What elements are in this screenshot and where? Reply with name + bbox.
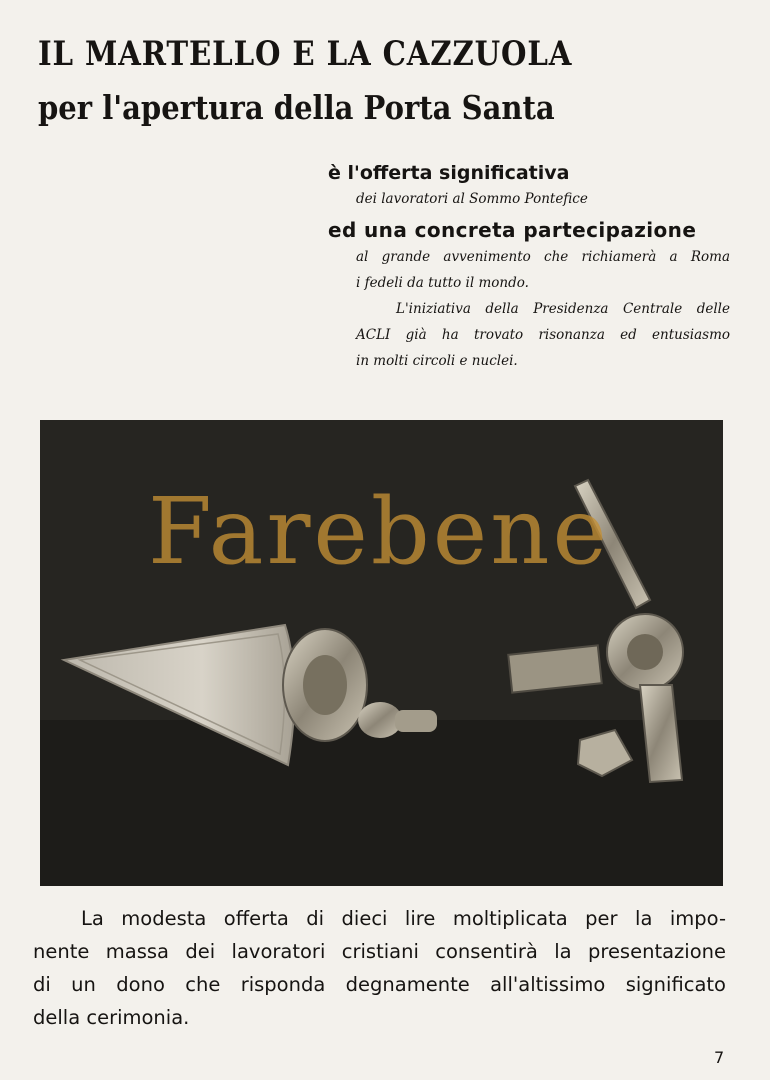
body-line: nente massa dei lavoratori cristiani consentirà la presentazione [33, 940, 726, 963]
page-title: IL MARTELLO E LA CAZZUOLA [38, 34, 573, 74]
page-number: 7 [714, 1048, 725, 1067]
page-subtitle: per l'apertura della Porta Santa [38, 88, 555, 127]
intro-line: in molti circoli e nuclei. [356, 353, 518, 369]
watermark-farebene: Farebene [148, 478, 610, 585]
intro-heading-2: ed una concreta partecipazione [328, 218, 697, 242]
body-line: La modesta offerta di dieci lire moltiplicata per la impo- [81, 907, 726, 930]
body-line: della cerimonia. [33, 1006, 190, 1029]
body-line: di un dono che risponda degnamente all'altissimo significato [33, 973, 726, 996]
intro-line: L'iniziativa della Presidenza Centrale delle [396, 301, 730, 317]
intro-subline: dei lavoratori al Sommo Pontefice [356, 191, 588, 207]
intro-line: i fedeli da tutto il mondo. [356, 275, 529, 291]
intro-line: al grande avvenimento che richiamerà a Roma [356, 249, 730, 265]
intro-heading-1: è l'offerta significativa [328, 162, 570, 184]
intro-block [328, 162, 730, 374]
intro-line: ACLI già ha trovato risonanza ed entusiasmo [356, 327, 730, 343]
body-paragraph [33, 902, 726, 1034]
